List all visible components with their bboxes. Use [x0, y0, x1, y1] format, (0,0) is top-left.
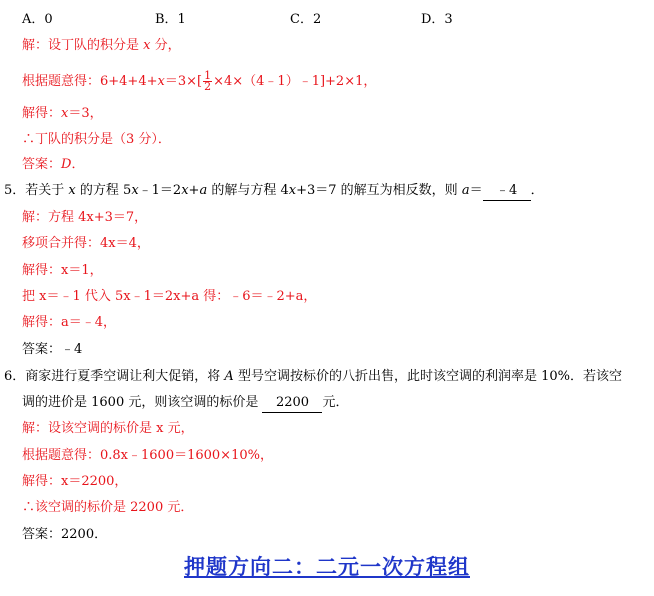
q6-step-4: ∴该空调的标价是 2200 元． — [22, 500, 194, 515]
q5-step-5: 解得：a＝﹣4， — [22, 315, 117, 330]
q5-step-4: 把 x＝﹣1 代入 5x﹣1＝2x+a 得：﹣6＝﹣2+a， — [22, 289, 317, 304]
section-title: 押题方向二：二元一次方程组 — [184, 554, 470, 579]
q5-answer-blank: ﹣4 — [483, 182, 531, 201]
q6-step-1: 解：设该空调的标价是 x 元， — [22, 421, 194, 436]
q5-step-2: 移项合并得：4x＝4， — [22, 236, 150, 251]
q4-answer: 答案：D． — [22, 157, 85, 172]
q4-solve: 解得：x＝3， — [22, 106, 103, 121]
q5-step-3: 解得：x＝1， — [22, 263, 103, 278]
q4-therefore: ∴丁队的积分是（3 分）． — [22, 132, 171, 147]
q5-answer: 答案：﹣4 — [22, 342, 83, 357]
choice-b: B．1 — [155, 12, 186, 27]
choice-d: D．3 — [421, 12, 453, 27]
q6-answer-blank: 2200 — [262, 394, 322, 413]
q5-step-1: 解：方程 4x+3＝7， — [22, 210, 148, 225]
q6-question-line-1: 6．商家进行夏季空调让利大促销，将 A 型号空调按标价的八折出售，此时该空调的利润率是 10%．若该空 — [4, 369, 622, 384]
q6-answer: 答案：2200． — [22, 527, 108, 542]
q6-question-line-2: 调的进价是 1600 元，则该空调的标价是 2200 元． — [22, 394, 349, 413]
q6-step-2: 根据题意得：0.8x﹣1600＝1600×10%， — [22, 448, 273, 463]
choice-a: A．0 — [22, 12, 53, 27]
q4-equation: 根据题意得：6+4+4+x＝3×[ $\frac{1}{2}$ ×4×（4﹣1）﹣1]+2×1， — [22, 69, 377, 93]
q6-step-3: 解得：x＝2200， — [22, 474, 128, 489]
fraction-one-half: $\frac{1}{2}$ — [204, 69, 212, 93]
q4-solution-setup: 解：设丁队的积分是 x 分， — [22, 38, 181, 53]
q5-question: 5．若关于 x 的方程 5x﹣1＝2x+a 的解与方程 4x+3＝7 的解互为相反数，则 a＝ ﹣4 ． — [4, 182, 544, 201]
choice-c: C．2 — [290, 12, 322, 27]
